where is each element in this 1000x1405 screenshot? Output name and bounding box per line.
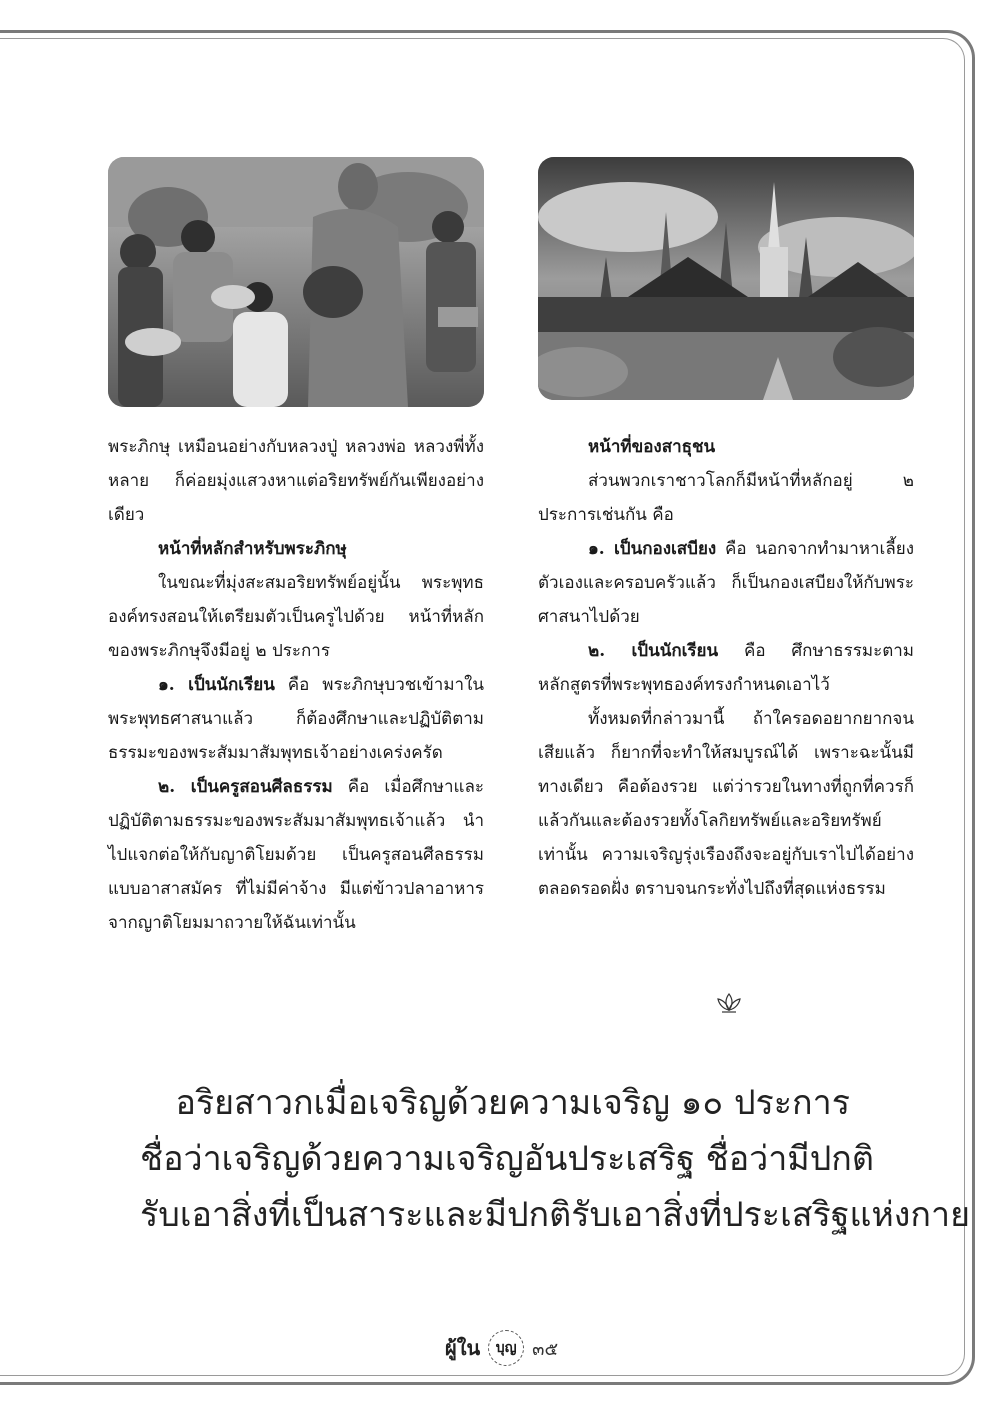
quote-line-1: อริยสาวกเมื่อเจริญด้วยความเจริญ ๑๐ ประการ: [175, 1083, 850, 1123]
quote-line-3: รับเอาสิ่งที่เป็นสาระและมีปกติรับเอาสิ่งที่ประเสริฐแห่งกาย: [140, 1195, 970, 1235]
magazine-logo-text: ผู้ใน: [445, 1336, 481, 1360]
left-paragraph-duties: ในขณะที่มุ่งสะสมอริยทรัพย์อยู่นั้น พระพุทธองค์ทรงสอนให้เตรียมตัวเป็นครูไปด้วย หน้าที่หลักของพระภิกษุจึงมีอยู่ ๒ ประการ: [108, 573, 484, 661]
right-paragraph-intro: ส่วนพวกเราชาวโลกก็มีหน้าที่หลักอยู่ ๒ ประการเช่นกัน คือ: [538, 471, 914, 525]
page-footer: [445, 1328, 558, 1368]
left-item-1-term: ๑. เป็นนักเรียน: [158, 675, 275, 695]
right-item-1: [538, 532, 914, 634]
right-item-1-term: ๑. เป็นกองเสบียง: [588, 539, 717, 559]
right-item-2-term: ๒. เป็นนักเรียน: [588, 641, 719, 661]
alms-giving-photo: [108, 157, 484, 407]
right-item-2: [538, 634, 914, 702]
right-text-column: [538, 430, 914, 906]
heading-layperson-duties: หน้าที่ของสาธุชน: [588, 437, 716, 457]
right-item-1-text: คือ นอกจากทำมาหาเลี้ยงตัวเองและครอบครัวแล้ว ก็เป็นกองเสบียงให้กับพระศาสนาไปด้วย: [538, 539, 914, 627]
left-item-1-text: คือ พระภิกษุบวชเข้ามาในพระพุทธศาสนาแล้ว ก็ต้องศึกษาและปฏิบัติตามธรรมะของพระสัมมาสัมพุทธเจ้าอย่างเคร่งครัด: [108, 675, 484, 763]
scripture-quote: [140, 1075, 970, 1243]
page-number: ๓๕: [532, 1338, 559, 1360]
temple-photo: [538, 157, 914, 400]
left-item-2: [108, 770, 484, 940]
left-text-column: [108, 430, 484, 940]
left-item-2-term: ๒. เป็นครูสอนศีลธรรม: [158, 777, 333, 797]
quote-line-2: ชื่อว่าเจริญด้วยความเจริญอันประเสริฐ ชื่อว่ามีปกติ: [140, 1139, 874, 1179]
heading-monk-duties: หน้าที่หลักสำหรับพระภิกษุ: [158, 539, 347, 559]
right-paragraph-conclusion: ทั้งหมดที่กล่าวมานี้ ถ้าใครอดอยากยากจนเสียแล้ว ก็ยากที่จะทำให้สมบูรณ์ได้ เพราะฉะนั้นมีทางเดียว คือต้องรวย แต่ว่ารวยในทางที่ถูกที่ควรก็แล้วกันและต้องรวยทั้งโลกิยทรัพย์และอริยทรัพย์เท่านั้น ความเจริญรุ่งเรืองถึงจะอยู่กับเราไปได้อย่างตลอดรอดฝั่ง ตราบจนกระทั่งไปถึงที่สุดแห่งธรรม: [538, 709, 914, 899]
left-item-2-text: คือ เมื่อศึกษาและปฏิบัติตามธรรมะของพระสัมมาสัมพุทธเจ้าแล้ว นำไปแจกต่อให้กับญาติโยมด้วย เป็นครูสอนศีลธรรมแบบอาสาสมัคร ที่ไม่มีค่าจ้าง มีแต่ข้าวปลาอาหารจากญาติโยมมาถวายให้ฉันเท่านั้น: [108, 777, 484, 933]
lotus-ornament-icon: [716, 992, 742, 1014]
left-paragraph-intro: พระภิกษุ เหมือนอย่างกับหลวงปู่ หลวงพ่อ หลวงพี่ทั้งหลาย ก็ค่อยมุ่งแสวงหาแต่อริยทรัพย์กันเพียงอย่างเดียว: [108, 437, 484, 525]
right-item-2-text: คือ ศึกษาธรรมะตามหลักสูตรที่พระพุทธองค์ทรงกำหนดเอาไว้: [538, 641, 914, 695]
magazine-logo-circle: บุญ: [488, 1330, 524, 1366]
left-item-1: [108, 668, 484, 770]
